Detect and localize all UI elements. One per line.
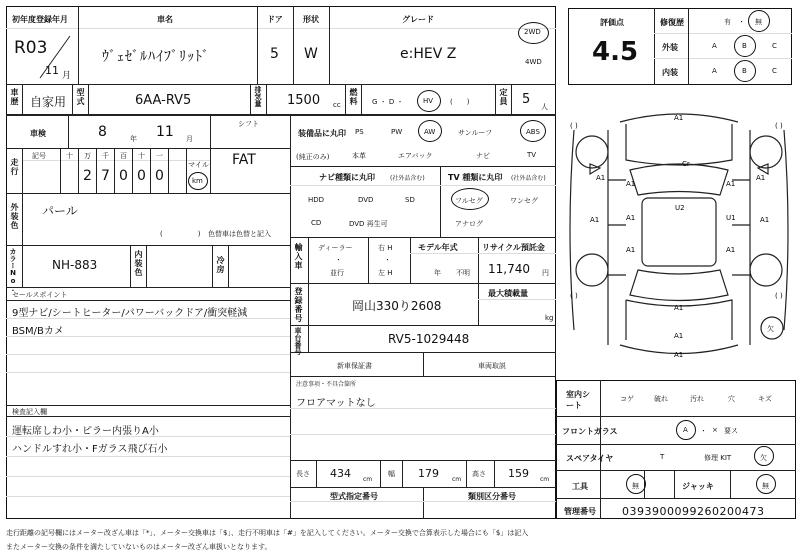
import-parallel: 並行 xyxy=(330,269,344,277)
repair-dot: ・ xyxy=(738,18,745,26)
equip-abs: ABS xyxy=(526,128,540,136)
mark-right-fender: A1 xyxy=(726,180,736,188)
first-reg-era-year: R03 xyxy=(14,38,48,58)
equipment-sub: (純正のみ) xyxy=(296,153,330,161)
sales-point-line1: 9型ナビ/シートヒーター/パワーバックドア/衝突軽減 xyxy=(12,308,248,319)
equip-tv: TV xyxy=(527,151,537,159)
import-right-h: 右 H xyxy=(378,244,393,252)
inspection-year-unit: 年 xyxy=(130,135,137,143)
equip-sunroof: サンルーフ xyxy=(458,129,493,137)
tv-analog: アナログ xyxy=(455,220,483,228)
category-label: 類別区分番号 xyxy=(468,492,516,501)
interior-sheet-label: 室内シート xyxy=(566,390,590,410)
inspection-month: 11 xyxy=(156,124,174,140)
bracket-fl: ( ) xyxy=(570,122,578,130)
model-year-unknown: 不明 xyxy=(456,269,470,277)
footer-line1: 走行距離の記号欄にはメーター改ざん車は「*」、メーター交換車は「$」、走行不明車は「#」を記入してください。メーター交換で合算表示した場合にも「$」は記入 xyxy=(6,529,529,537)
usage-value: 自家用 xyxy=(30,95,67,109)
fuel-options: G ・ D ・ xyxy=(372,98,404,106)
mark-left-door: A1 xyxy=(626,214,636,222)
door-value: 5 xyxy=(270,46,279,62)
history-label: 車歴 xyxy=(10,88,19,106)
height-label: 高さ xyxy=(472,470,486,478)
mileage-digit-4: 0 xyxy=(137,168,146,184)
inspection-month-unit: 月 xyxy=(186,135,193,143)
equip-nav: ナビ xyxy=(476,152,490,160)
mile-label: マイル xyxy=(188,161,209,169)
equip-pw: PW xyxy=(391,128,403,136)
color-note-paren: ( ) xyxy=(160,230,201,238)
recycle-label: リサイクル預託金 xyxy=(482,243,545,252)
new-car-warranty: 新車保証書 xyxy=(337,362,372,370)
mileage-digit-3: 0 xyxy=(119,168,128,184)
tv-fullseg: フルセグ xyxy=(455,197,483,205)
mileage-unit-2: 千 xyxy=(102,152,109,160)
nav-title: ナビ種類に丸印 xyxy=(319,173,375,182)
displacement-unit: cc xyxy=(333,101,341,109)
import-dealer: ディーラー xyxy=(318,244,353,252)
nav-sd: SD xyxy=(405,196,415,204)
chassis-value: RV5-1029448 xyxy=(388,332,470,346)
first-reg-month: 11 xyxy=(45,64,59,77)
model-label: 型式 xyxy=(76,88,85,106)
tools-value: 無 xyxy=(632,482,639,490)
equip-ps: PS xyxy=(355,128,364,136)
nav-cd: CD xyxy=(311,219,322,227)
mark-roof: U2 xyxy=(675,204,685,212)
interior-label: 内装 xyxy=(662,68,678,77)
shape-value: W xyxy=(304,46,318,62)
mark-left-fender: A1 xyxy=(626,180,636,188)
displacement-value: 1500 xyxy=(287,93,321,108)
inspector-line1: 運転席しわ小・ピラー内張りA小 xyxy=(12,426,159,437)
shape-label: 形状 xyxy=(303,15,319,24)
mark-left-rear-door: A1 xyxy=(626,246,636,254)
length-value: 434 xyxy=(330,467,351,480)
sheet-yogore: 汚れ xyxy=(690,395,704,403)
mileage-unit-1: 万 xyxy=(84,152,91,160)
registration-label: 登録番号 xyxy=(294,287,303,323)
drive-2wd: 2WD xyxy=(524,28,541,36)
width-label: 幅 xyxy=(388,470,395,478)
fuel-label: 燃料 xyxy=(349,88,358,106)
inspector-label: 検査記入欄 xyxy=(12,408,47,416)
nav-dvd-play: DVD 再生可 xyxy=(349,220,388,228)
mileage-unit-4: 十 xyxy=(138,152,145,160)
model-value: 6AA-RV5 xyxy=(135,93,192,108)
equip-leather: 本革 xyxy=(352,152,366,160)
mark-right-rear-door: A1 xyxy=(726,246,736,254)
mark-rear-bumper: A1 xyxy=(674,351,684,359)
drive-4wd: 4WD xyxy=(525,58,542,66)
capacity-label: 定員 xyxy=(499,88,508,106)
length-label: 長さ xyxy=(296,470,310,478)
grade-value: e:HEV Z xyxy=(400,46,457,62)
color-label: 外装色 xyxy=(10,203,19,230)
nav-hdd: HDD xyxy=(308,196,325,204)
mark-trunk: A1 xyxy=(674,304,684,312)
notes-label: 注意事項・不具合箇所 xyxy=(296,381,357,388)
interior-color-label: 内装色 xyxy=(134,250,143,277)
color-value: パール xyxy=(42,204,78,218)
sheet-yabure: 破れ xyxy=(654,395,668,403)
tools-label: 工具 xyxy=(572,482,588,491)
mark-right-mirror: A1 xyxy=(756,174,766,182)
shift-value: FAT xyxy=(232,152,256,168)
height-value: 159 xyxy=(508,467,529,480)
spare-tire-label: スペアタイヤ xyxy=(566,454,614,463)
sales-point-label: セールスポイント xyxy=(12,291,68,299)
spare-none: 欠 xyxy=(760,454,767,462)
exterior-c: C xyxy=(772,42,777,50)
mileage-unit-5: 一 xyxy=(156,152,163,160)
spare-t: T xyxy=(660,453,665,461)
mark-right-side: A1 xyxy=(760,216,770,224)
repair-label: 修復歴 xyxy=(660,18,684,27)
import-dot-2: ・ xyxy=(384,256,391,264)
color-no-label: カラーNo. xyxy=(9,248,17,293)
bracket-rr: ( ) xyxy=(775,292,783,300)
grade-label: グレード xyxy=(402,15,434,24)
height-unit: cm xyxy=(540,476,550,483)
length-unit: cm xyxy=(363,476,373,483)
windshield-a: A xyxy=(683,426,688,434)
inspection-year: 8 xyxy=(98,124,107,140)
max-load-unit: kg xyxy=(545,314,554,322)
first-reg-label: 初年度登録年月 xyxy=(12,15,68,24)
nav-sub: (社外品含む) xyxy=(390,175,425,182)
equipment-label: 装備品に丸印 xyxy=(298,129,346,138)
fuel-paren: ( ) xyxy=(450,98,470,106)
chassis-label: 車台番号 xyxy=(294,327,302,355)
sheet-kizu: キズ xyxy=(758,395,772,403)
mileage-unit-3: 百 xyxy=(120,152,127,160)
mileage-digit-5: 0 xyxy=(155,168,164,184)
inspection-label: 車検 xyxy=(30,129,46,138)
mark-left-mirror: A1 xyxy=(596,174,606,182)
windshield-x: × xyxy=(712,426,718,434)
capacity-value: 5 xyxy=(522,92,531,107)
mileage-digit-1: 2 xyxy=(83,168,92,184)
nav-dvd: DVD xyxy=(358,196,374,204)
first-reg-month-unit: 月 xyxy=(62,71,72,81)
windshield-dot: ・ xyxy=(700,427,707,435)
shift-label: シフト xyxy=(238,120,259,128)
interior-c: C xyxy=(772,67,777,75)
car-name: ｳﾞｪｾﾞﾙﾊｲﾌﾞﾘｯﾄﾞ xyxy=(102,49,210,65)
type-designation-label: 型式指定番号 xyxy=(330,492,378,501)
mark-rear-panel: A1 xyxy=(674,332,684,340)
manual: 車両取説 xyxy=(478,362,506,370)
equip-airbag: エアバック xyxy=(398,152,433,160)
equip-aw: AW xyxy=(424,128,436,136)
management-value: 0393900099260200473 xyxy=(622,505,765,518)
windshield-label: フロントガラス xyxy=(562,427,618,436)
capacity-unit: 人 xyxy=(541,103,548,111)
sales-point-line2: BSM/Bカメ xyxy=(12,326,64,337)
import-dot: ・ xyxy=(335,256,342,264)
mark-left-side: A1 xyxy=(590,216,600,224)
color-no-value: NH-883 xyxy=(52,258,98,272)
fuel-selected: HV xyxy=(423,97,434,105)
exterior-b: B xyxy=(742,42,747,50)
sheet-koge: コゲ xyxy=(620,395,634,403)
recycle-unit: 円 xyxy=(542,269,549,277)
rating-value: 4.5 xyxy=(592,37,639,67)
ac-label: 冷房 xyxy=(216,256,225,274)
car-name-label: 車名 xyxy=(157,15,173,24)
mark-right-door: U1 xyxy=(726,214,736,222)
repair-yes: 有 xyxy=(724,18,731,26)
interior-b: B xyxy=(742,67,747,75)
recycle-value: 11,740 xyxy=(488,262,530,276)
bracket-rl: ( ) xyxy=(570,292,578,300)
interior-a: A xyxy=(712,67,717,75)
import-label: 輸入車 xyxy=(294,243,303,270)
mark-front-bumper: A1 xyxy=(674,114,684,122)
door-label: ドア xyxy=(267,15,283,24)
mileage-unit-0: 十 xyxy=(66,152,73,160)
import-left-h: 左 H xyxy=(378,269,393,277)
model-year-label: モデル年式 xyxy=(418,243,458,252)
displacement-label: 排気量 xyxy=(254,86,262,107)
km-label: km xyxy=(192,177,203,185)
footer-line2: またメーター交換の条件を満たしていないものはメーター改ざん車扱いとなります。 xyxy=(6,543,272,551)
width-unit: cm xyxy=(452,476,462,483)
color-note: 色替車は色替と記入 xyxy=(208,230,271,238)
mileage-digit-2: 7 xyxy=(101,168,110,184)
rating-label: 評価点 xyxy=(600,18,624,27)
sheet-ana: 穴 xyxy=(728,395,735,403)
mileage-mark-label: 記号 xyxy=(32,152,46,160)
registration-value: 岡山330り2608 xyxy=(352,299,442,313)
repair-no: 無 xyxy=(755,18,762,26)
mileage-label: 走行 xyxy=(10,158,19,176)
tv-sub: (社外品含む) xyxy=(511,175,546,182)
mark-ketsu: 欠 xyxy=(767,325,774,333)
exterior-label: 外装 xyxy=(662,43,678,52)
car-damage-diagram xyxy=(560,100,798,375)
jack-value: 無 xyxy=(762,482,769,490)
width-value: 179 xyxy=(418,467,439,480)
max-load-label: 最大積載量 xyxy=(488,289,528,298)
exterior-a: A xyxy=(712,42,717,50)
mark-cr: Cr xyxy=(682,160,690,168)
jack-label: ジャッキ xyxy=(682,482,714,491)
tv-oneseg: ワンセグ xyxy=(510,197,538,205)
management-label: 管理番号 xyxy=(564,507,596,516)
notes-value: フロアマットなし xyxy=(296,398,376,409)
inspector-line2: ハンドルすれ小・Fガラス飛び石小 xyxy=(12,444,168,455)
spare-kit: 修理 KIT xyxy=(704,454,732,462)
bracket-fr: ( ) xyxy=(775,122,783,130)
model-year-year: 年 xyxy=(434,269,441,277)
windshield-need: 要ス xyxy=(724,427,738,435)
tv-title: TV 種類に丸印 xyxy=(448,173,503,182)
